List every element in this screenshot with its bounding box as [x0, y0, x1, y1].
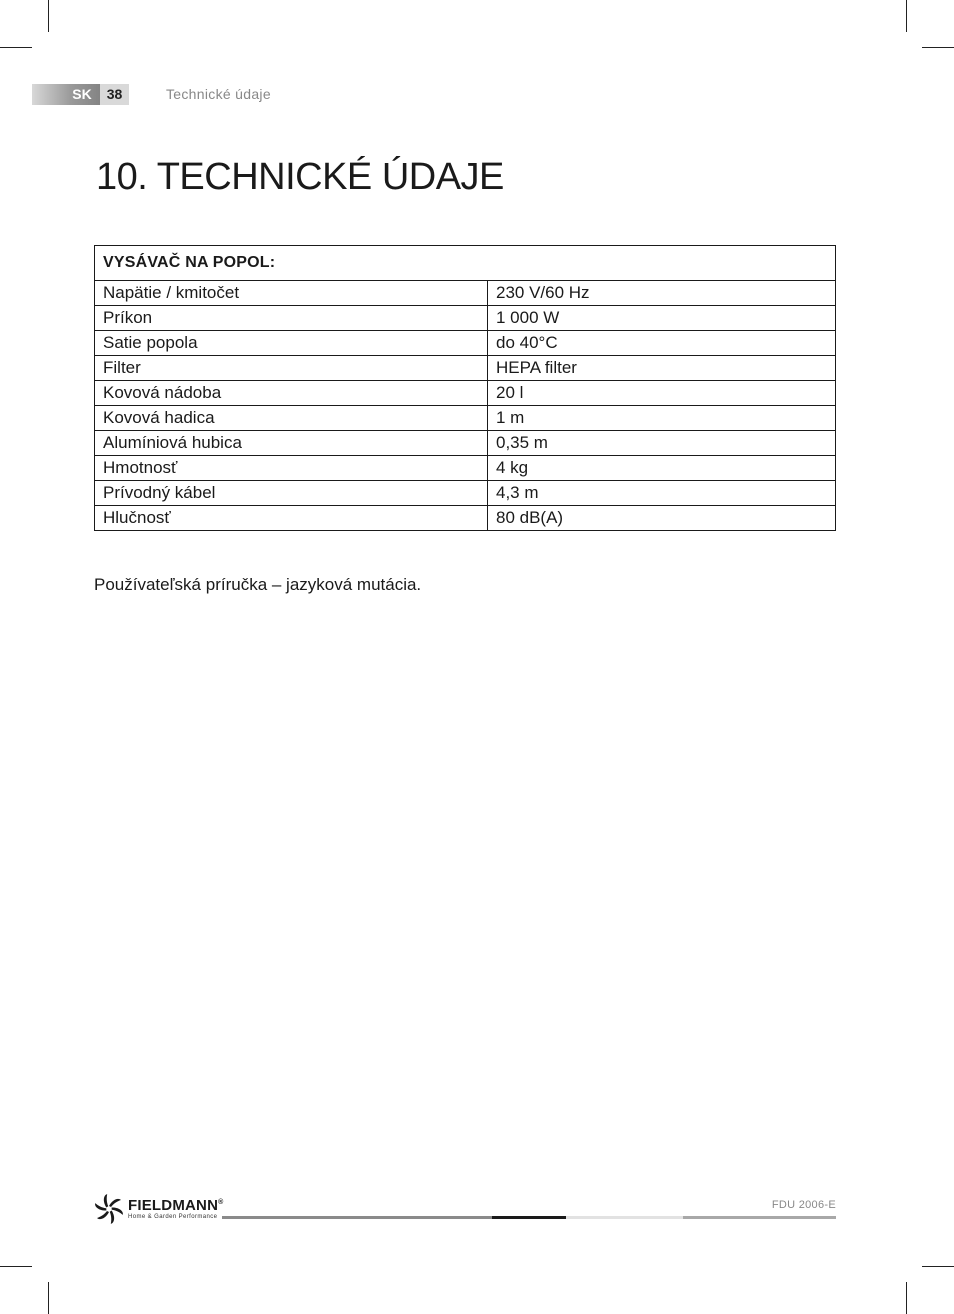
table-row: [95, 331, 836, 356]
page-title: 10. TECHNICKÉ ÚDAJE: [96, 156, 504, 198]
table-row: [95, 306, 836, 331]
brand-name: FIELDMANN®: [128, 1197, 224, 1214]
page-number: 38: [100, 84, 129, 105]
crop-mark: [906, 1282, 907, 1314]
crop-mark: [922, 47, 954, 48]
footer-divider: [683, 1216, 836, 1219]
table-row: [95, 406, 836, 431]
table-row: [95, 431, 836, 456]
spec-value: 20 l: [488, 381, 836, 406]
section-name: Technické údaje: [166, 86, 271, 102]
spec-value: 4 kg: [488, 456, 836, 481]
crop-mark: [0, 1266, 32, 1267]
table-row: [95, 456, 836, 481]
brand-logo: [94, 1194, 224, 1224]
crop-mark: [922, 1266, 954, 1267]
spec-label: Alumíniová hubica: [95, 431, 488, 456]
table-heading-row: [95, 246, 836, 281]
spec-label: Prívodný kábel: [95, 481, 488, 506]
spec-label: Satie popola: [95, 331, 488, 356]
language-code: SK: [72, 86, 92, 102]
model-number: FDU 2006-E: [771, 1199, 836, 1211]
spec-label: Príkon: [95, 306, 488, 331]
table-row: [95, 481, 836, 506]
spec-value: 80 dB(A): [488, 506, 836, 531]
spec-label: Hmotnosť: [95, 456, 488, 481]
footer-divider: [222, 1216, 492, 1219]
spec-value: 4,3 m: [488, 481, 836, 506]
spec-value: 1 000 W: [488, 306, 836, 331]
table-row: [95, 381, 836, 406]
crop-mark: [48, 1282, 49, 1314]
spec-value: 230 V/60 Hz: [488, 281, 836, 306]
spec-label: Hlučnosť: [95, 506, 488, 531]
crop-mark: [0, 47, 32, 48]
spec-label: Kovová nádoba: [95, 381, 488, 406]
spec-label: Filter: [95, 356, 488, 381]
spec-label: Napätie / kmitočet: [95, 281, 488, 306]
fan-logo-icon: [94, 1194, 124, 1224]
spec-table: [94, 245, 836, 531]
spec-value: 0,35 m: [488, 431, 836, 456]
spec-label: Kovová hadica: [95, 406, 488, 431]
brand-tagline: Home & Garden Performance: [128, 1214, 218, 1220]
trademark: ®: [218, 1199, 224, 1206]
spec-value: do 40°C: [488, 331, 836, 356]
footer-divider: [492, 1216, 566, 1219]
crop-mark: [48, 0, 49, 32]
spec-value: 1 m: [488, 406, 836, 431]
spec-value: HEPA filter: [488, 356, 836, 381]
table-row: [95, 281, 836, 306]
footer-divider: [566, 1216, 683, 1219]
language-note: Používateľská príručka – jazyková mutácia.: [94, 575, 422, 594]
table-heading: VYSÁVAČ NA POPOL:: [95, 246, 836, 281]
table-row: [95, 506, 836, 531]
table-row: [95, 356, 836, 381]
crop-mark: [906, 0, 907, 32]
